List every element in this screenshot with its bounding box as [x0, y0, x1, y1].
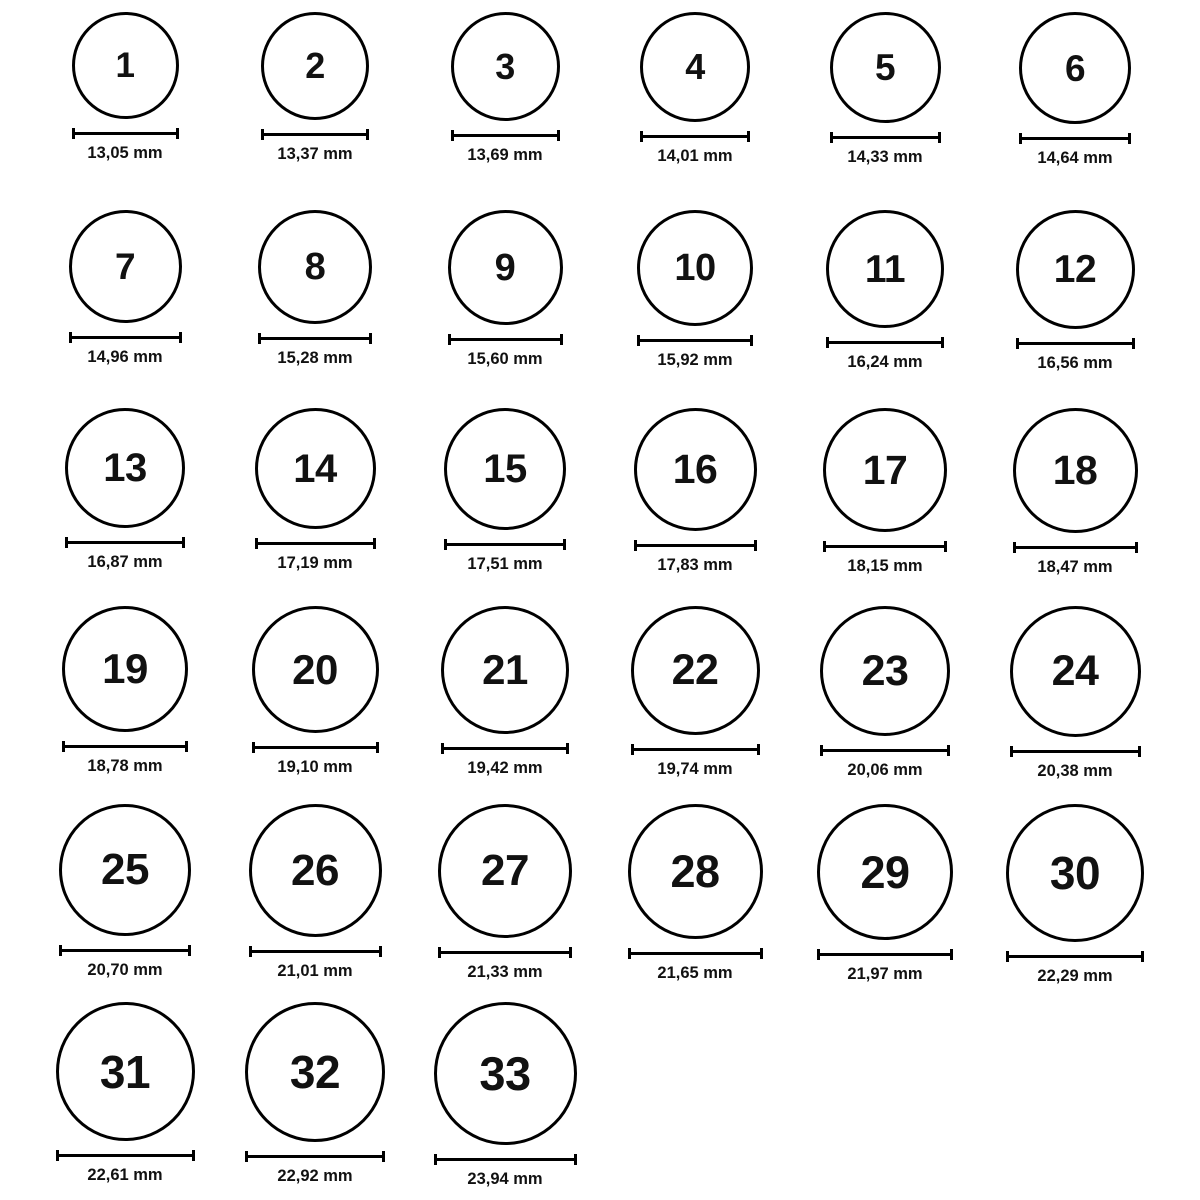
diameter-label: 16,56 mm — [1037, 354, 1113, 372]
diameter-measure-bar — [823, 540, 947, 552]
ring-circle — [640, 12, 750, 122]
ring-size-cell — [30, 1002, 220, 1200]
measure-line — [1016, 342, 1135, 345]
ring-circle — [1010, 606, 1141, 737]
ring-size-cell — [220, 606, 410, 804]
ring-size-number: 11 — [864, 247, 906, 291]
diameter-label: 13,05 mm — [87, 144, 163, 162]
ring-circle — [634, 408, 757, 531]
ring-size-number: 33 — [479, 1047, 531, 1100]
ring-circle — [441, 606, 569, 734]
measure-line — [631, 748, 760, 751]
measure-line — [252, 746, 379, 749]
diameter-measure-bar — [69, 331, 182, 343]
measure-line — [255, 542, 376, 545]
diameter-label: 17,51 mm — [467, 555, 543, 573]
measure-line — [826, 341, 944, 344]
diameter-label: 21,65 mm — [657, 964, 733, 982]
ring-size-cell — [790, 408, 980, 606]
ring-size-cell — [410, 804, 600, 1002]
ring-circle — [1019, 12, 1131, 124]
diameter-measure-bar — [255, 537, 376, 549]
diameter-label: 13,69 mm — [467, 146, 543, 164]
diameter-measure-bar — [640, 130, 750, 142]
diameter-measure-bar — [826, 336, 944, 348]
diameter-label: 14,33 mm — [847, 148, 923, 166]
ring-circle — [817, 804, 953, 940]
ring-size-number: 17 — [862, 446, 908, 493]
measure-line — [1006, 955, 1144, 958]
diameter-label: 15,60 mm — [467, 350, 543, 368]
ring-circle — [56, 1002, 195, 1141]
measure-line — [1013, 546, 1138, 549]
ring-circle — [69, 210, 182, 323]
diameter-label: 18,15 mm — [847, 557, 923, 575]
ring-circle — [823, 408, 947, 532]
ring-size-number: 14 — [293, 446, 337, 491]
diameter-label: 17,19 mm — [277, 554, 353, 572]
ring-size-cell — [980, 210, 1170, 408]
ring-size-cell — [30, 12, 220, 210]
ring-circle — [637, 210, 753, 326]
diameter-label: 20,70 mm — [87, 961, 163, 979]
diameter-label: 18,78 mm — [87, 757, 163, 775]
diameter-label: 20,06 mm — [847, 761, 923, 779]
diameter-label: 22,92 mm — [277, 1167, 353, 1185]
ring-size-cell — [600, 12, 790, 210]
diameter-measure-bar — [62, 740, 188, 752]
ring-circle — [72, 12, 179, 119]
ring-size-cell — [600, 408, 790, 606]
diameter-measure-bar — [444, 538, 566, 550]
ring-size-number: 5 — [874, 47, 896, 88]
ring-size-number: 2 — [305, 45, 325, 86]
diameter-measure-bar — [817, 948, 953, 960]
diameter-label: 14,64 mm — [1037, 149, 1113, 167]
ring-circle — [830, 12, 941, 123]
ring-size-cell — [790, 12, 980, 210]
measure-line — [823, 545, 947, 548]
diameter-label: 19,42 mm — [467, 759, 543, 777]
ring-circle — [444, 408, 566, 530]
diameter-label: 18,47 mm — [1037, 558, 1113, 576]
ring-size-number: 15 — [483, 447, 527, 491]
measure-line — [434, 1158, 577, 1161]
diameter-measure-bar — [1006, 950, 1144, 962]
ring-size-number: 16 — [672, 446, 718, 492]
diameter-measure-bar — [448, 333, 563, 345]
ring-circle — [65, 408, 185, 528]
diameter-measure-bar — [631, 743, 760, 755]
measure-line — [634, 544, 757, 547]
ring-size-number: 6 — [1064, 47, 1086, 89]
diameter-measure-bar — [72, 127, 179, 139]
ring-circle — [451, 12, 560, 121]
diameter-measure-bar — [1013, 541, 1138, 553]
ring-circle — [628, 804, 763, 939]
ring-circle — [826, 210, 944, 328]
ring-size-number: 21 — [482, 646, 528, 693]
ring-size-number: 4 — [685, 46, 705, 87]
measure-line — [56, 1154, 195, 1157]
diameter-label: 14,01 mm — [657, 147, 733, 165]
ring-circle — [261, 12, 369, 120]
diameter-measure-bar — [634, 539, 757, 551]
diameter-measure-bar — [65, 536, 185, 548]
diameter-measure-bar — [438, 946, 572, 958]
diameter-measure-bar — [1019, 132, 1131, 144]
ring-size-number: 10 — [674, 247, 716, 289]
ring-size-cell — [980, 12, 1170, 210]
ring-size-cell — [30, 606, 220, 804]
diameter-measure-bar — [56, 1149, 195, 1161]
measure-line — [258, 337, 372, 340]
diameter-measure-bar — [434, 1153, 577, 1165]
ring-size-cell — [600, 804, 790, 1002]
ring-circle — [631, 606, 760, 735]
diameter-measure-bar — [628, 947, 763, 959]
ring-size-number: 18 — [1052, 447, 1098, 493]
ring-size-number: 32 — [289, 1046, 341, 1098]
ring-size-cell — [220, 12, 410, 210]
ring-circle — [1013, 408, 1138, 533]
diameter-label: 17,83 mm — [657, 556, 733, 574]
ring-size-number: 27 — [481, 846, 529, 895]
diameter-label: 21,01 mm — [277, 962, 353, 980]
ring-circle — [434, 1002, 577, 1145]
measure-line — [1010, 750, 1141, 753]
measure-line — [820, 749, 950, 752]
ring-size-cell — [220, 804, 410, 1002]
ring-size-cell — [790, 606, 980, 804]
measure-line — [448, 338, 563, 341]
measure-line — [245, 1155, 385, 1158]
diameter-measure-bar — [441, 742, 569, 754]
diameter-label: 20,38 mm — [1037, 762, 1113, 780]
measure-line — [72, 132, 179, 135]
ring-size-number: 9 — [494, 246, 516, 289]
ring-circle — [448, 210, 563, 325]
ring-size-cell — [220, 1002, 410, 1200]
measure-line — [830, 136, 941, 139]
ring-size-cell — [600, 210, 790, 408]
ring-size-cell — [410, 606, 600, 804]
ring-size-number: 24 — [1051, 647, 1099, 695]
ring-size-number: 31 — [99, 1045, 151, 1098]
ring-size-cell — [600, 606, 790, 804]
ring-size-number: 25 — [101, 845, 149, 894]
ring-circle — [252, 606, 379, 733]
measure-line — [438, 951, 572, 954]
ring-size-cell — [410, 408, 600, 606]
measure-line — [249, 950, 382, 953]
ring-size-number: 12 — [1053, 248, 1097, 291]
ring-size-number: 8 — [304, 246, 326, 288]
ring-circle — [1006, 804, 1144, 942]
measure-line — [444, 543, 566, 546]
ring-size-cell — [980, 408, 1170, 606]
ring-size-cell — [790, 804, 980, 1002]
diameter-label: 22,61 mm — [87, 1166, 163, 1184]
ring-size-number: 23 — [861, 646, 909, 695]
ring-size-number: 19 — [102, 645, 148, 692]
ring-circle — [438, 804, 572, 938]
ring-size-cell — [30, 804, 220, 1002]
ring-size-cell — [410, 12, 600, 210]
diameter-measure-bar — [1016, 337, 1135, 349]
diameter-label: 19,10 mm — [277, 758, 353, 776]
measure-line — [637, 339, 753, 342]
measure-line — [640, 135, 750, 138]
ring-size-number: 22 — [671, 646, 719, 694]
ring-size-number: 3 — [495, 45, 515, 87]
ring-circle — [62, 606, 188, 732]
ring-size-number: 30 — [1049, 847, 1101, 899]
ring-circle — [255, 408, 376, 529]
diameter-measure-bar — [261, 128, 369, 140]
measure-line — [441, 747, 569, 750]
diameter-label: 19,74 mm — [657, 760, 733, 778]
diameter-label: 15,92 mm — [657, 351, 733, 369]
ring-size-number: 1 — [115, 46, 135, 85]
measure-line — [65, 541, 185, 544]
ring-circle — [249, 804, 382, 937]
ring-size-number: 26 — [291, 845, 339, 895]
diameter-measure-bar — [451, 129, 560, 141]
diameter-label: 21,97 mm — [847, 965, 923, 983]
measure-line — [59, 949, 191, 952]
measure-line — [69, 336, 182, 339]
ring-circle — [245, 1002, 385, 1142]
diameter-label: 16,87 mm — [87, 553, 163, 571]
diameter-label: 22,29 mm — [1037, 967, 1113, 985]
measure-line — [451, 134, 560, 137]
ring-size-cell — [410, 1002, 600, 1200]
diameter-measure-bar — [1010, 745, 1141, 757]
diameter-label: 23,94 mm — [467, 1170, 543, 1188]
diameter-measure-bar — [252, 741, 379, 753]
ring-size-cell — [410, 210, 600, 408]
ring-size-cell — [220, 408, 410, 606]
diameter-measure-bar — [245, 1150, 385, 1162]
diameter-measure-bar — [820, 744, 950, 756]
diameter-measure-bar — [258, 332, 372, 344]
ring-size-number: 20 — [292, 645, 338, 693]
ring-circle — [59, 804, 191, 936]
ring-size-number: 28 — [670, 846, 720, 897]
diameter-label: 21,33 mm — [467, 963, 543, 981]
ring-size-number: 13 — [103, 446, 147, 490]
ring-size-cell — [30, 408, 220, 606]
diameter-measure-bar — [59, 944, 191, 956]
measure-line — [261, 133, 369, 136]
diameter-measure-bar — [637, 334, 753, 346]
ring-circle — [1016, 210, 1135, 329]
ring-circle — [820, 606, 950, 736]
measure-line — [817, 953, 953, 956]
ring-circle — [258, 210, 372, 324]
ring-size-cell — [790, 210, 980, 408]
ring-size-cell — [220, 210, 410, 408]
measure-line — [1019, 137, 1131, 140]
diameter-measure-bar — [249, 945, 382, 957]
measure-line — [62, 745, 188, 748]
ring-size-number: 29 — [860, 846, 910, 898]
diameter-label: 13,37 mm — [277, 145, 353, 163]
ring-size-number: 7 — [114, 246, 136, 287]
measure-line — [628, 952, 763, 955]
ring-size-cell — [980, 804, 1170, 1002]
ring-size-cell — [980, 606, 1170, 804]
diameter-measure-bar — [830, 131, 941, 143]
diameter-label: 15,28 mm — [277, 349, 353, 367]
diameter-label: 16,24 mm — [847, 353, 923, 371]
diameter-label: 14,96 mm — [87, 348, 163, 366]
ring-size-cell — [30, 210, 220, 408]
